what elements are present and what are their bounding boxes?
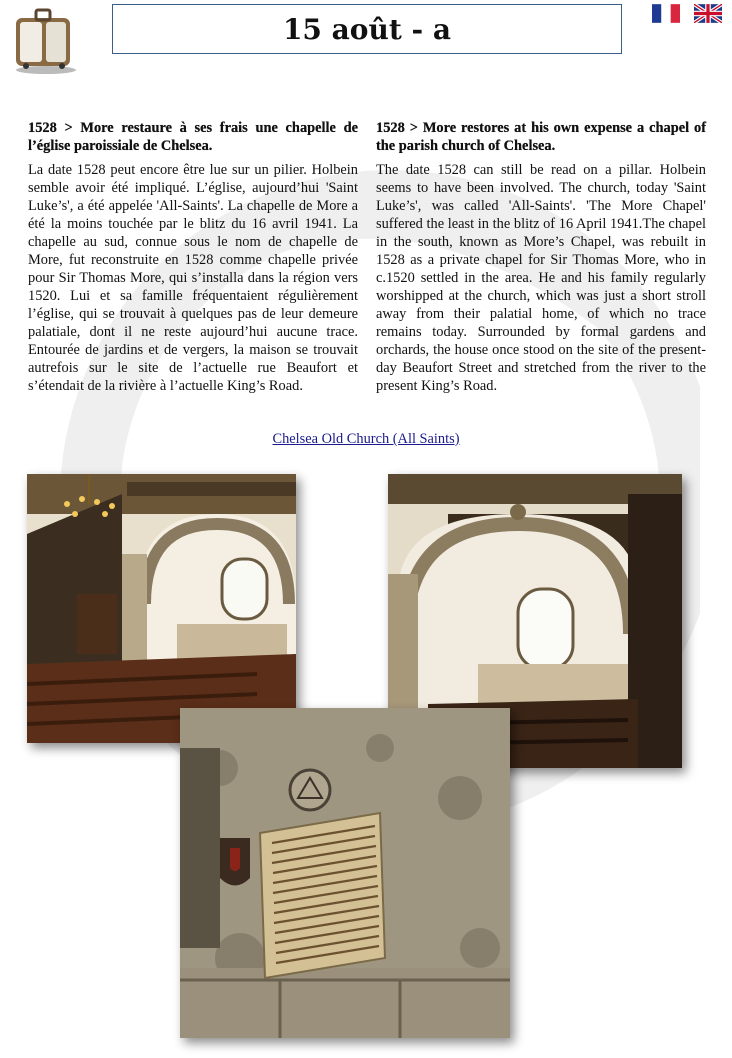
memorial-plaque-photo [180,708,510,1038]
english-heading: 1528 > More restores at his own expense a chapel of the parish church of Chelsea. [376,120,706,154]
page-title-box [112,4,622,54]
french-heading: 1528 > More restaure à ses frais une chapelle de l’église paroissiale de Chelsea. [28,120,358,154]
french-column [28,119,358,395]
french-body: La date 1528 peut encore être lue sur un pilier. Holbein semble avoir été impliqué. L’église, aujourd’hui 'Saint Luke’s', a été appelée 'All-Saints'. La chapelle de More a été la moins touchée par le blitz du 16 avril 1941. La chapelle au sud, connue sous le nom de chapelle de More, fut reconstruite en 1528 comme chapelle privée pour Sir Thomas More, qui s’installa dans la région vers 1520. Lui et sa famille fréquentaient régulièrement l’église, qui se trouvait à quelques pas de leur demeure palatiale, dont il ne reste aujourd’hui aucune trace. Entourée de jardins et de vergers, la maison se trouvait autrefois sur le site de l’actuelle rue Beaufort et s’étendait de la rivière à l’actuelle King’s Road. [28,162,358,394]
language-switcher [652,4,722,23]
english-body: The date 1528 can still be read on a pillar. Holbein seems to have been involved. The church, today 'Saint Luke’s', was called 'All-Saints'. 'The More Chapel' suffered the least in the blitz of 16 April 1941.The chapel in the south, known as More’s Chapel, was rebuilt in 1528 as a private chapel for Sir Thomas More, who in c.1520 settled in the area. He and his family regularly worshipped at the church, which was just a short stroll away from their palatial home, of which no trace remains today. Surrounded by formal gardens and orchards, the house once stood on the site of the present-day Beaufort Street and stretched from the river to the present King’s Road. [376,162,706,394]
church-interior-photo-1 [27,474,296,743]
chelsea-old-church-link[interactable]: Chelsea Old Church (All Saints) [272,431,460,447]
uk-flag-icon[interactable] [694,4,722,23]
site-logo[interactable] [6,4,82,76]
page-title: 15 août - a [282,12,452,46]
english-column [376,119,706,395]
link-row [0,431,732,448]
french-flag-icon[interactable] [652,4,680,23]
